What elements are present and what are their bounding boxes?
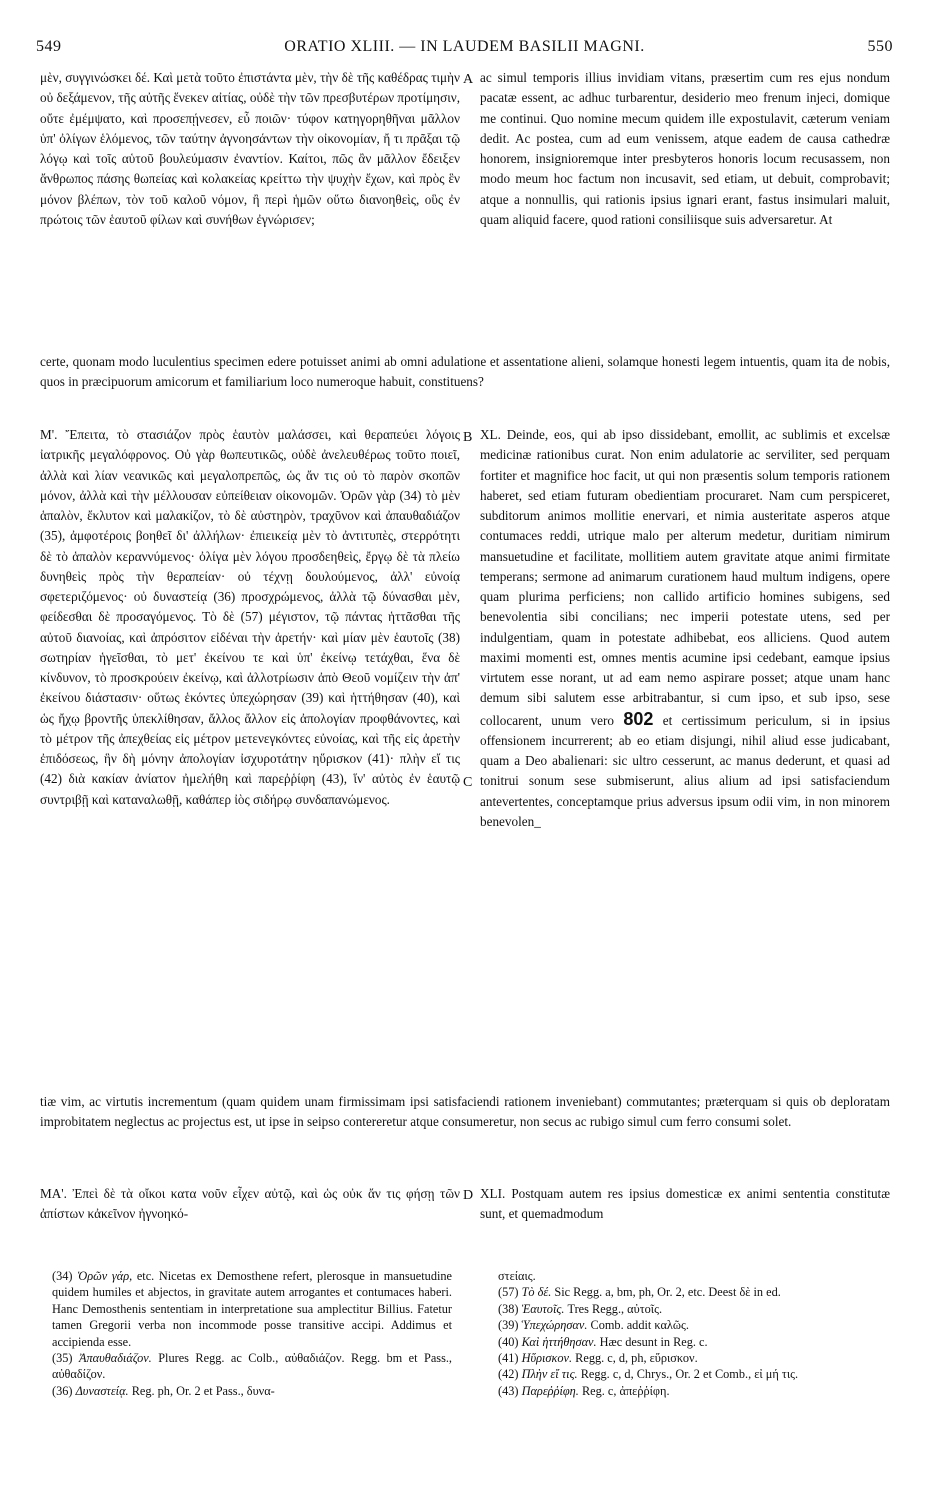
column-number-marker: 802: [623, 708, 654, 729]
footnote-text: Reg. c, ἀπεῤῥίφη.: [581, 1383, 670, 1398]
footnote-text: etc. Nicetas ex Demosthene refert, plerosque in mansuetudine quidem humiles et abjectos, in gravitate autem arrogantes et contumaces haberi. Hanc Demosthenis sententiam in interpretatione sua amplectitur Billius. Fatetur tamen Gregorii verba non incommode posse transitive accipi. Addimus et accipienda esse.: [52, 1269, 452, 1349]
full-width-latin-section-m: [40, 1092, 890, 1133]
footnote-mark: (35): [52, 1351, 73, 1366]
footnote-lemma: Ὑπεχώρησαν.: [521, 1318, 588, 1333]
footnote: [498, 1268, 890, 1284]
footnote-text: Comb. addit καλῶς.: [590, 1318, 689, 1333]
footnote: [498, 1350, 890, 1366]
full-width-latin-section-a: [40, 352, 890, 393]
footnote-lemma: Παρεῤῥίφη.: [521, 1383, 579, 1398]
footnote-text: στείαις.: [498, 1269, 536, 1283]
greek-text: [40, 425, 460, 810]
greek-text: μὲν, συγγινώσκει δέ. Καὶ μετὰ τοῦτο ἐπιστάντα μὲν, τὴν δὲ τῆς καθέδρας τιμὴν οὐ δεξάμενον, τῆς αὐτῆς ἕνεκεν αἰτίας, οὐδὲ τὴν τῶν πρεσβυτέρων προτίμησιν, οὔτε ἐμέμψατο, καὶ προσεπῄνεσεν, εὖ ποιῶν· τύφον κατηγορηθῆναι μᾶλλον ὑπ' ὀλίγων ἑλόμενος, τῶν ταύτην ἀγνοησάντων τὴν οἰκονομίαν, ἤ τι πρᾶξαι τῷ λόγῳ καὶ τοῖς αὑτοῦ βουλεύμασιν ἐναντίον. Καίτοι, πῶς ἂν μᾶλλον ἔδειξεν ἄνθρωπος πάσης θωπείας καὶ κολακείας κρείττω τὴν ψυχὴν ἔχων, καὶ πρὸς ἓν μόνον βλέπων, τὸν τοῦ καλοῦ νόμον, ἢ περὶ ἡμῶν οὕτω διανοηθεὶς, οὓς ἐν πρώτοις τῶν ἑαυτοῦ φίλων καὶ συνήθων ἐγνώρισεν;: [40, 70, 460, 227]
running-header: [36, 38, 893, 60]
footnote: [498, 1284, 890, 1300]
margin-letter-d: D: [463, 1188, 474, 1203]
greek-text: [40, 1184, 460, 1225]
footnote-mark: (40): [498, 1334, 519, 1349]
margin-letter-c: C: [463, 775, 473, 790]
footnote-lemma: Δυναστείᾳ.: [75, 1383, 129, 1398]
section-number: XLI.: [480, 1186, 506, 1201]
footnote: [498, 1383, 890, 1399]
latin-body-continued: et certissimum periculum, si in ipsius offensionem incurrerent; ab eo etiam disjungi, nihil aliud esse judicabant, quam a Deo abalienari: sic ultro cesserunt, ac manus dederunt, et quasi ad tonitrui sonum sese submiserunt, alius alium ad ipsi satisfaciendum antevertentes, conceptamque prius adversus ipsum odii vim, in non minorem benevolen_: [480, 712, 891, 829]
footnote-lemma: Ηὕρισκον.: [521, 1351, 573, 1366]
latin-text: [480, 425, 890, 832]
footnote-lemma: Ὁρῶν γάρ,: [77, 1269, 133, 1283]
footnote-mark: (39): [498, 1318, 519, 1333]
footnote: [498, 1301, 890, 1317]
latin-column-section-m: [480, 425, 890, 832]
greek-column-section-m: [40, 425, 460, 810]
latin-text-continued: tiæ vim, ac virtutis incrementum (quam quidem unam firmissimam ipsi satisfaciendi rationem inveniebant) commutantes; præterquam si quis ob deploratam improbitatem neglectus ac projectus est, ut ipse in seipso contereretur atque consumeretur, non secus ac rubigo simul cum ferro consumi solet.: [40, 1094, 890, 1130]
page-number-left: 549: [36, 38, 62, 55]
latin-body: Postquam autem res ipsius domesticæ ex animi sententia constitutæ sunt, et quemadmodum: [480, 1186, 890, 1222]
footnote: [52, 1383, 452, 1399]
footnote-lemma: Ἑαυτοῖς.: [521, 1301, 565, 1316]
footnote-text: Tres Regg., αὐτοῖς.: [567, 1301, 663, 1316]
margin-letter-b: B: [463, 430, 473, 445]
footnote: [52, 1268, 452, 1350]
latin-body: Deinde, eos, qui ab ipso dissidebant, emollit, ac sublimis et excelsæ medicinæ rationibus curat. Non enim adulatorie ac serviliter, sed perquam fortiter et magnifice hoc facit, ut qui non præsentis solum temporis rationem haberet, sed etiam futuram obedientiam procuraret. Nam cum perspiceret, subditorum animos mollitie enervari, et nimia austeritate asperos atque contumaces reddi, utrique malo per alterum medetur, duritiam nimirum mansuetudine et facilitate, mollitiem autem gravitate atque animi firmitate temperans; sermone ad animarum curationem haud multum indigens, opere quam plurima perficiens; non callido artificio homines subigens, sed benevolentia sibi concilians; nec imperii potestate utens, sed per indulgentiam, quam in potestate adhibebat, eos alliciens. Quod autem maximi momenti est, omnes mentis acumine ipsi cedebant, eamque ipsius virtutem esse norant, ut ad eam nemo aspirare posset; atque unam hanc demum sibi salutem esse arbitrabantur, si cum ipso, et sub ipso, sese collocarent, unum vero: [480, 427, 890, 728]
section-number: ΜΑ'.: [40, 1186, 67, 1201]
latin-column-section-ma: [480, 1184, 890, 1225]
latin-text: ac simul temporis illius invidiam vitans, præsertim cum res ejus nondum pacatæ essent, ac adhuc turbarentur, desiderio meo frenum injeci, domique me continui. Quo nomine mecum quidem ille expostulavit, cæterum veniam dedit. Ac postea, cum ad eum venissem, atque eadem de causa cathedræ honorem, insignioremque inter presbyteros honoris locum recusassem, non modo meum hoc factum non incusavit, sed etiam, ut debuit, comprobavit; atque a nonnullis, qui rationis ipsius ignari erant, fastus insimulari maluit, quam aliquid facere, quod rationi consiliisque suis adversaretur. At: [480, 70, 890, 227]
footnote-lemma: Ἀπαυθαδιάζον.: [78, 1351, 152, 1366]
footnote-text: Hæc desunt in Reg. c.: [599, 1334, 708, 1349]
greek-body: Ἐπεὶ δὲ τὰ οἴκοι κατα νοῦν εἶχεν αὐτῷ, καὶ ὡς οὐκ ἄν τις φήσῃ τῶν ἀπίστων κἀκεῖνον ἠγνοηκό-: [40, 1186, 460, 1222]
footnote-mark: (36): [52, 1383, 73, 1398]
footnote-text: Plures Regg. ac Colb., αὐθαδιάζον. Regg. bm et Pass., αὐθαδίζον.: [52, 1351, 453, 1382]
footnote-mark: (38): [498, 1301, 519, 1316]
footnote-mark: (41): [498, 1351, 519, 1366]
section-number: XL.: [480, 427, 501, 442]
footnote-text: Sic Regg. a, bm, ph, Or. 2, etc. Deest δὲ in ed.: [554, 1285, 781, 1300]
footnote-text: Regg. c, d, ph, εὕρισκον.: [575, 1351, 698, 1366]
footnote: [52, 1350, 452, 1383]
footnote-mark: (34): [52, 1269, 73, 1283]
footnote-text: Reg. ph, Or. 2 et Pass., δυνα-: [131, 1383, 275, 1398]
running-title: ORATIO XLIII. — IN LAUDEM BASILII MAGNI.: [284, 38, 645, 55]
footnote: [498, 1334, 890, 1350]
latin-text: [480, 1184, 890, 1225]
margin-letter-a: A: [463, 72, 474, 87]
footnote-mark: (43): [498, 1383, 519, 1398]
page-number-right: 550: [867, 38, 893, 55]
footnote-lemma: Τὸ δέ.: [521, 1285, 552, 1300]
section-number: Μ'.: [40, 427, 58, 442]
footnote-lemma: Καὶ ἡττήθησαν.: [521, 1334, 597, 1349]
greek-column-section-a: [40, 68, 460, 230]
footnotes-right-column: [498, 1268, 890, 1399]
footnote-text: Regg. c, d, Chrys., Or. 2 et Comb., εἰ μή τις.: [580, 1367, 799, 1382]
greek-body: Ἔπειτα, τὸ στασιάζον πρὸς ἑαυτὸν μαλάσσει, καὶ θεραπεύει λόγοις ἰατρικῆς μεγαλόφρονος. Οὐ γὰρ θωπευτικῶς, οὐδὲ ἀνελευθέρως τοῦτο ποιεῖ, ἀλλὰ καὶ λίαν νεανικῶς καὶ μεγαλοπρεπῶς, ὡς ἄν τις οὐ τὸ παρὸν σκοπῶν μόνον, ἀλλὰ καὶ τὴν μέλλουσαν εὐπείθειαν οἰκονομῶν. Ὁρῶν γὰρ (34) τὸ μὲν ἁπαλὸν, ἔκλυτον καὶ μαλακίζον, τὸ δὲ αὐστηρὸν, τραχῦνον καὶ ἀπαυθαδιάζον (35), ἀμφοτέροις βοηθεῖ δι' ἀλλήλων· ἐπιεικείᾳ μὲν τὸ ἀντιτυπὲς, στερρότητι δὲ τὸ ἁπαλὸν κεραννύμενος· ὀλίγα μὲν λόγου προσδεηθεὶς, ἔργῳ δὲ τὰ πλείω δυνηθεὶς πρὸς τὴν θεραπείαν· οὐ τέχνῃ δουλούμενος, ἀλλ' εὐνοίᾳ σφετεριζόμενος· οὐ δυναστείᾳ (36) προσχρώμενος, ἀλλὰ τῷ δύνασθαι μὲν, φείδεσθαι δὲ προσαγόμενος. Τὸ δὲ (57) μέγιστον, τῷ πάντας ἡττᾶσθαι τῆς αὐτοῦ διανοίας, καὶ ἀπρόσιτον εἰδέναι τὴν ἀρετήν· καὶ μίαν μὲν ἑαυτοῖς (38) σωτηρίαν ἡγεῖσθαι, τὸ μετ' ἐκείνου τε καὶ ὑπ' ἐκείνῳ τετάχθαι, ἕνα δὲ κίνδυνον, τὸ προσκρούειν ἐκείνῳ, καὶ ἀλλοτρίωσιν ἀπὸ Θεοῦ νομίζειν τὴν ἀπ' ἐκείνου διάστασιν· οὕτως ἑκόντες ὑπεχώρησαν (39) καὶ ἡττήθησαν (40), καὶ ὡς ἤχῳ βροντῆς ὑπεκλίθησαν, ἄλλος ἄλλον εἰς ἀπολογίαν προφθάνοντες, καὶ τὸ μέτρον τῆς ἀπεχθείας εἰς μέτρον μετενεγκόντες εὐνοίας, καὶ τῆς εἰς ἀρετὴν ἐπιδόσεως, ἣν δὴ μόνην ἀπολογίαν ἰσχυροτάτην ηὕρισκον (41)· πλὴν εἴ τις (42) διὰ κακίαν ἀνίατον ἠμελήθη καὶ παρεῤῥίφη (43), ἵν' αὐτὸς ἐν ἑαυτῷ συντριβῇ καὶ καταναλωθῇ, καθάπερ ἰὸς σιδήρῳ συνδαπανώμενος.: [40, 427, 461, 807]
footnote-mark: (57): [498, 1285, 519, 1300]
footnote: [498, 1366, 890, 1382]
latin-text-continued: certe, quonam modo luculentius specimen edere potuisset animi ab omni adulatione et assentatione alieni, solamque honesti legem intuentis, quam ita de nobis, quos in præcipuorum amicorum et familiarium loco numeroque habuit, constituens?: [40, 354, 890, 390]
footnote: [498, 1317, 890, 1333]
greek-column-section-ma: [40, 1184, 460, 1225]
footnotes-left-column: [52, 1268, 452, 1399]
footnote-mark: (42): [498, 1367, 519, 1382]
latin-column-section-a: [480, 68, 890, 230]
footnote-lemma: Πλὴν εἴ τις.: [521, 1367, 578, 1382]
